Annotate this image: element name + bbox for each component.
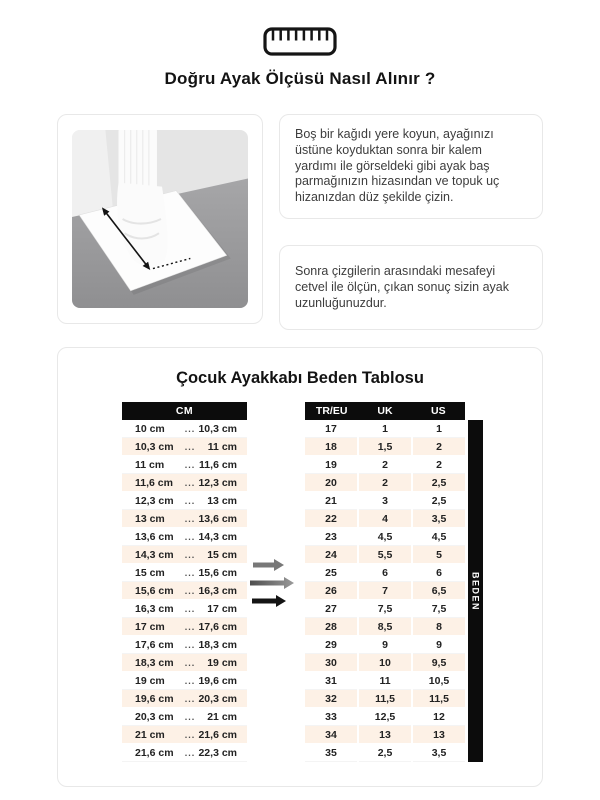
tr-eu-value: 17 [305,420,357,438]
cm-to: 21 cm [207,710,237,723]
cm-to: 22,3 cm [198,746,237,759]
cm-table-row [122,672,247,690]
size-table-row [305,420,465,438]
us-value: 9,5 [413,654,465,672]
uk-value: 10 [359,654,411,672]
cm-table-row [122,708,247,726]
uk-value: 13 [359,726,411,744]
tr-eu-value: 24 [305,546,357,564]
tr-eu-value: 30 [305,654,357,672]
size-table-row [305,600,465,618]
uk-value: 1,5 [359,438,411,456]
cm-to: 11 cm [207,440,237,453]
uk-value: 8,5 [359,618,411,636]
size-table-header-row [305,402,465,420]
cm-from: 14,3 cm [135,548,174,561]
tr-eu-value: 22 [305,510,357,528]
cm-table-row [122,618,247,636]
range-dots: ... [184,567,196,578]
tr-eu-value: 23 [305,528,357,546]
us-value: 2,5 [413,474,465,492]
cm-table-row [122,582,247,600]
cm-from: 16,3 cm [135,602,174,615]
range-dots: ... [184,747,196,758]
instruction-step-2-text: Sonra çizgilerin arasındaki mesafeyi cetvel ile ölçün, çıkan sonuç sizin ayak uzunluğunuzdur. [295,263,509,310]
cm-from: 10,3 cm [135,440,174,453]
uk-value: 2,5 [359,744,411,762]
cm-to: 15 cm [207,548,237,561]
size-conversion-table [305,402,465,762]
range-dots: ... [184,423,196,434]
page-title: Doğru Ayak Ölçüsü Nasıl Alınır ? [164,69,436,88]
cm-range-table [122,402,247,762]
range-dots: ... [184,495,196,506]
conversion-arrows-icon [250,549,300,607]
cm-table-body [122,420,247,762]
cm-to: 13,6 cm [198,512,237,525]
cm-table-row [122,456,247,474]
cm-from: 15,6 cm [135,584,174,597]
uk-value: 3 [359,492,411,510]
size-table-row [305,438,465,456]
uk-value: 2 [359,456,411,474]
cm-to: 10,3 cm [198,422,237,435]
range-dots: ... [184,477,196,488]
size-table-body [305,420,465,762]
cm-table-row [122,654,247,672]
range-dots: ... [184,531,196,542]
cm-table-row [122,600,247,618]
us-value: 9 [413,636,465,654]
us-value: 5 [413,546,465,564]
cm-table-row [122,474,247,492]
us-value: 7,5 [413,600,465,618]
uk-value: 9 [359,636,411,654]
cm-from: 13 cm [135,512,165,525]
us-value: 3,5 [413,744,465,762]
range-dots: ... [184,711,196,722]
range-dots: ... [184,441,196,452]
cm-table-row [122,438,247,456]
cm-to: 15,6 cm [198,566,237,579]
cm-table-row [122,726,247,744]
cm-from: 20,3 cm [135,710,174,723]
tr-eu-value: 27 [305,600,357,618]
uk-value: 6 [359,564,411,582]
size-column-header: TR/EU [315,405,348,418]
tr-eu-value: 29 [305,636,357,654]
cm-to: 17 cm [207,602,237,615]
instruction-steps [279,114,543,330]
us-value: 6 [413,564,465,582]
size-column-header: UK [377,405,393,418]
cm-from: 12,3 cm [135,494,174,507]
range-dots: ... [184,513,196,524]
measurement-instructions [57,114,543,330]
cm-to: 11,6 cm [199,458,237,471]
tr-eu-value: 20 [305,474,357,492]
cm-table-row [122,636,247,654]
uk-value: 7,5 [359,600,411,618]
us-value: 2,5 [413,492,465,510]
tr-eu-value: 19 [305,456,357,474]
cm-from: 19 cm [135,674,165,687]
tr-eu-value: 18 [305,438,357,456]
cm-from: 17 cm [135,620,165,633]
tr-eu-value: 33 [305,708,357,726]
cm-table-row [122,420,247,438]
us-value: 6,5 [413,582,465,600]
range-dots: ... [184,639,196,650]
cm-from: 11,6 cm [135,476,173,489]
size-table-row [305,636,465,654]
uk-value: 7 [359,582,411,600]
size-table-row [305,474,465,492]
foot-measurement-photo-card [57,114,263,324]
uk-value: 4 [359,510,411,528]
size-table-title: Çocuk Ayakkabı Beden Tablosu [176,369,424,388]
us-value: 13 [413,726,465,744]
size-table-row [305,528,465,546]
size-table-row [305,510,465,528]
size-table-row [305,726,465,744]
range-dots: ... [184,675,196,686]
cm-to: 14,3 cm [198,530,237,543]
uk-value: 2 [359,474,411,492]
tr-eu-value: 25 [305,564,357,582]
cm-table-row [122,564,247,582]
uk-value: 12,5 [359,708,411,726]
cm-to: 17,6 cm [198,620,237,633]
range-dots: ... [184,657,196,668]
cm-to: 12,3 cm [198,476,237,489]
cm-table-row [122,528,247,546]
cm-to: 21,6 cm [198,728,237,741]
cm-from: 15 cm [135,566,165,579]
size-table-row [305,672,465,690]
range-dots: ... [184,585,196,596]
range-dots: ... [184,729,196,740]
beden-side-label: BEDEN [470,571,481,611]
size-table-row [305,744,465,762]
size-table-row [305,690,465,708]
tr-eu-value: 21 [305,492,357,510]
tr-eu-value: 32 [305,690,357,708]
tr-eu-value: 28 [305,618,357,636]
uk-value: 5,5 [359,546,411,564]
range-dots: ... [184,621,196,632]
instruction-step-2 [279,245,543,330]
foot-measurement-photo [72,130,248,308]
range-dots: ... [184,549,196,560]
size-table-row [305,492,465,510]
uk-value: 11,5 [359,690,411,708]
cm-from: 19,6 cm [135,692,174,705]
us-value: 8 [413,618,465,636]
instruction-step-1-text: Boş bir kağıdı yere koyun, ayağınızı üstüne koyduktan sonra bir kalem yardımı ile görseldeki gibi ayak baş parmağınızın hizasından ve topuk uç hizanızdan düz şekilde çizin. [295,127,500,205]
tables-gap [247,402,305,762]
cm-to: 20,3 cm [198,692,237,705]
us-value: 12 [413,708,465,726]
us-value: 11,5 [413,690,465,708]
us-value: 10,5 [413,672,465,690]
us-value: 4,5 [413,528,465,546]
tr-eu-value: 26 [305,582,357,600]
ruler-icon [262,26,338,57]
size-table-card [57,347,543,787]
cm-to: 16,3 cm [198,584,237,597]
size-tables [58,402,542,762]
range-dots: ... [184,459,196,470]
size-table-row [305,708,465,726]
us-value: 1 [413,420,465,438]
cm-to: 19 cm [207,656,237,669]
size-table-row [305,618,465,636]
uk-value: 11 [359,672,411,690]
instruction-step-1 [279,114,543,219]
cm-table-row [122,492,247,510]
cm-to: 19,6 cm [198,674,237,687]
page-header [0,0,600,89]
cm-from: 10 cm [135,422,165,435]
range-dots: ... [184,693,196,704]
cm-table-row [122,744,247,762]
size-table-row [305,456,465,474]
cm-from: 11 cm [135,458,165,471]
size-table-row [305,564,465,582]
us-value: 2 [413,438,465,456]
uk-value: 1 [359,420,411,438]
us-value: 2 [413,456,465,474]
cm-from: 13,6 cm [135,530,174,543]
us-value: 3,5 [413,510,465,528]
cm-table-header: CM [122,402,247,420]
cm-from: 21 cm [135,728,165,741]
tr-eu-value: 31 [305,672,357,690]
uk-value: 4,5 [359,528,411,546]
cm-table-row [122,546,247,564]
beden-side-label-bar [468,420,483,762]
cm-from: 21,6 cm [135,746,174,759]
cm-from: 18,3 cm [135,656,174,669]
tr-eu-value: 34 [305,726,357,744]
cm-from: 17,6 cm [135,638,174,651]
cm-to: 18,3 cm [198,638,237,651]
range-dots: ... [184,603,196,614]
cm-to: 13 cm [207,494,237,507]
size-table-row [305,582,465,600]
cm-table-row [122,510,247,528]
cm-table-row [122,690,247,708]
size-column-header: US [431,405,446,418]
tr-eu-value: 35 [305,744,357,762]
size-table-row [305,654,465,672]
size-table-row [305,546,465,564]
